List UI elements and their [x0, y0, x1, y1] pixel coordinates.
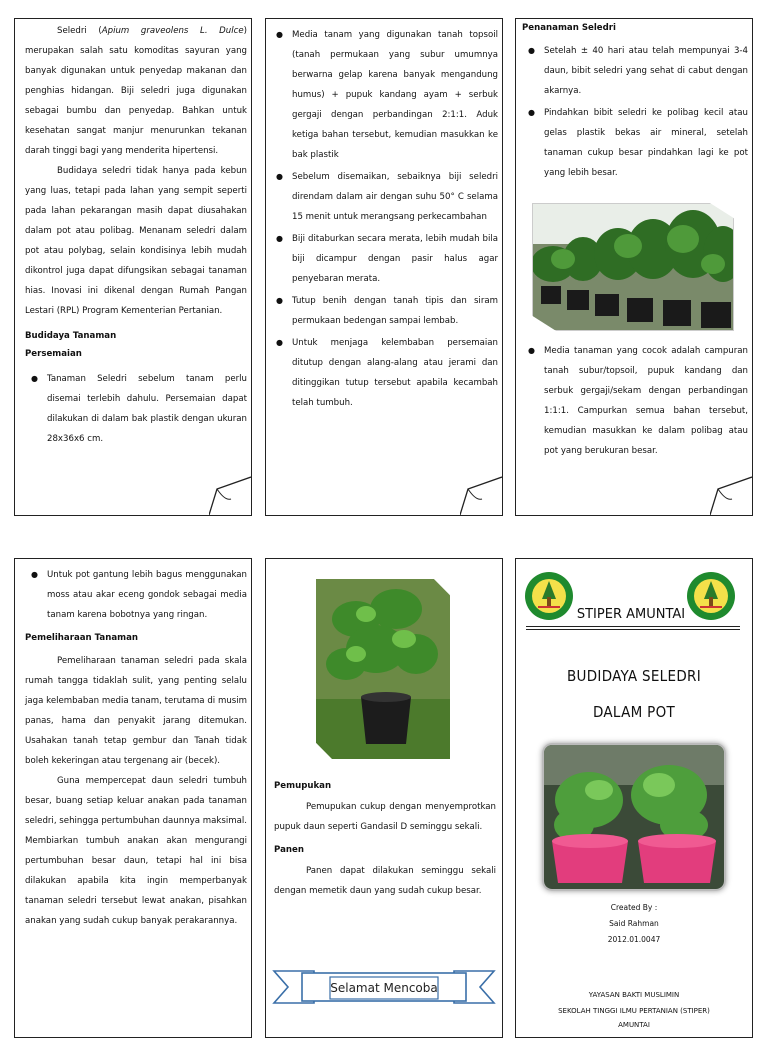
panel-cover [515, 558, 753, 1038]
panen-paragraph: Panen dapat dilakukan seminggu sekali dengan memetik daun yang sudah cukup besar. [274, 866, 496, 896]
panel-penanaman [515, 18, 753, 516]
list-item: ● Untuk menjaga kelembaban persemaian ditutup dengan alang-alang atau jerami dan ditinggikan tutup tersebut apabila kecambah telah tumbuh. [292, 333, 498, 413]
footer-foundation: YAYASAN BAKTI MUSLIMIN [588, 991, 680, 999]
cover-title-line-1: BUDIDAYA SELEDRI [567, 667, 701, 685]
pemupukan-paragraph: Pemupukan cukup dengan menyemprotkan pupuk daun seperti Gandasil D seminggu sekali. [274, 802, 496, 832]
list-item: ● Tanaman Seledri sebelum tanam perlu disemai terlebih dahulu. Persemaian dapat dilakukan di dalam bak plastik dengan ukuran 28x36x6 cm. [47, 369, 247, 449]
header-rule [526, 626, 740, 630]
pemeliharaan-paragraph-1: Pemeliharaan tanaman seledri pada skala rumah tangga tidaklah sulit, yang penting selalu jaga kelembaban media tanam, terutama di musim panas, hama dan penyakit jarang ditemukan. Usahakan tanah tetap gembur dan Tanah tidak boleh kekeringan atau tergenang air (becek). [25, 656, 247, 766]
author-name: Said Rahman [609, 919, 659, 928]
list-item: ● Media tanaman yang cocok adalah campuran tanah subur/topsoil, pupuk kandang dan serbuk gergaji/sekam dengan perbandingan 1:1:1. Campurkan semua bahan tersebut, kemudian masukkan ke dalam polibag atau pot yang berukuran besar. [544, 341, 748, 461]
heading-pemeliharaan: Pemeliharaan Tanaman [25, 633, 139, 643]
list-item: ● Media tanam yang digunakan tanah topsoil (tanah permukaan yang subur umumnya berwarna gelap karena banyak mengandung humus) + pupuk kandang ayam + serbuk gergaji dengan perbandingan 2:1:1. Aduk ketiga bahan tersebut, kemudian masukkan ke bak plastik [292, 25, 498, 165]
intro-text-start: Seledri ( [57, 26, 102, 36]
footer-city: AMUNTAI [618, 1021, 650, 1029]
cover-photo [542, 743, 726, 891]
intro-paragraph-1 [25, 21, 247, 161]
list-item: ● Setelah ± 40 hari atau telah mempunyai 3-4 daun, bibit seledri yang sehat di cabut dengan akarnya. [544, 41, 748, 101]
stiper-logo-icon [686, 569, 736, 623]
heading-persemaian: Persemaian [25, 349, 82, 359]
persemaian-list [25, 369, 247, 449]
institution-name: STIPER AMUNTAI [576, 607, 686, 622]
banner-text: Selamat Mencoba [330, 981, 438, 995]
list-item: ● Untuk pot gantung lebih bagus menggunakan moss atau akar eceng gondok sebagai media tanam karena bobotnya yang ringan. [47, 565, 247, 625]
stiper-logo-icon [524, 569, 574, 623]
intro-paragraph-2: Budidaya seledri tidak hanya pada kebun yang luas, tetapi pada lahan yang sempit seperti pada lahan pekarangan masih dapat diusahakan dalam pot atau polibag. Menanam seledri dalam pot atau polybag, selain kondisinya lebih mudah dikontrol juga dapat difungsikan sebagai tanaman hias. Inovasi ini dikenal dengan Rumah Pangan Lestari (RPL) Program Kementerian Pertanian. [25, 166, 247, 316]
panel-pemupukan [265, 558, 503, 1038]
celery-pots-photo [532, 203, 734, 331]
heading-panen: Panen [274, 845, 304, 855]
intro-text-end: ) merupakan salah satu komoditas sayuran yang banyak digunakan untuk penyedap makanan dan penghias hidangan. Biji seledri juga digunakan sebagai bumbu dan penyedap. Bahkan untuk kesehatan sangat manjur menurunkan tekanan darah tinggi bagi yang menderita hipertensi. [25, 26, 247, 156]
selamat-mencoba-banner [272, 967, 496, 1007]
created-by-label: Created By : [610, 903, 658, 912]
panel-persemaian-steps [265, 18, 503, 516]
heading-pemupukan: Pemupukan [274, 781, 332, 791]
persemaian-steps-list [270, 25, 498, 413]
pot-gantung-list [25, 565, 247, 625]
footer-school: SEKOLAH TINGGI ILMU PERTANIAN (STIPER) [558, 1007, 710, 1015]
pemeliharaan-paragraph-2: Guna mempercepat daun seledri tumbuh besar, buang setiap keluar anakan pada tanaman seledri, sehingga pertumbuhan daunnya maksimal. Membiarkan tumbuh anakan akan mengurangi pertumbuhan besar daun, tetapi hal ini bisa dilakukan apabila kita ingin memperbanyak tanaman seledri tersebut lewat anakan, pisahkan anakan yang sudah cukup banyak perakarannya. [25, 776, 247, 926]
list-item: ● Pindahkan bibit seledri ke polibag kecil atau gelas plastik bekas air mineral, setelah tanaman cukup besar pindahkan lagi ke pot yang lebih besar. [544, 103, 748, 183]
penanaman-list [522, 41, 748, 183]
celery-pot-photo [316, 579, 450, 759]
latin-name: Apium graveolens L. Dulce [101, 26, 244, 36]
panel-intro [14, 18, 252, 516]
author-id: 2012.01.0047 [607, 935, 661, 944]
list-item: ● Sebelum disemaikan, sebaiknya biji seledri direndam dalam air dengan suhu 50° C selama 15 menit untuk merangsang perkecambahan [292, 167, 498, 227]
panel-pemeliharaan [14, 558, 252, 1038]
list-item: ● Tutup benih dengan tanah tipis dan siram permukaan bedengan sampai lembab. [292, 291, 498, 331]
media-list [522, 341, 748, 461]
page-curl-icon [209, 475, 251, 515]
heading-budidaya: Budidaya Tanaman [25, 331, 117, 341]
list-item: ● Biji ditaburkan secara merata, lebih mudah bila biji dicampur dengan pasir halus agar penyebaran merata. [292, 229, 498, 289]
heading-penanaman: Penanaman Seledri [522, 23, 616, 33]
cover-title-line-2: DALAM POT [592, 703, 676, 721]
page-curl-icon [460, 475, 502, 515]
page-curl-icon [710, 475, 752, 515]
